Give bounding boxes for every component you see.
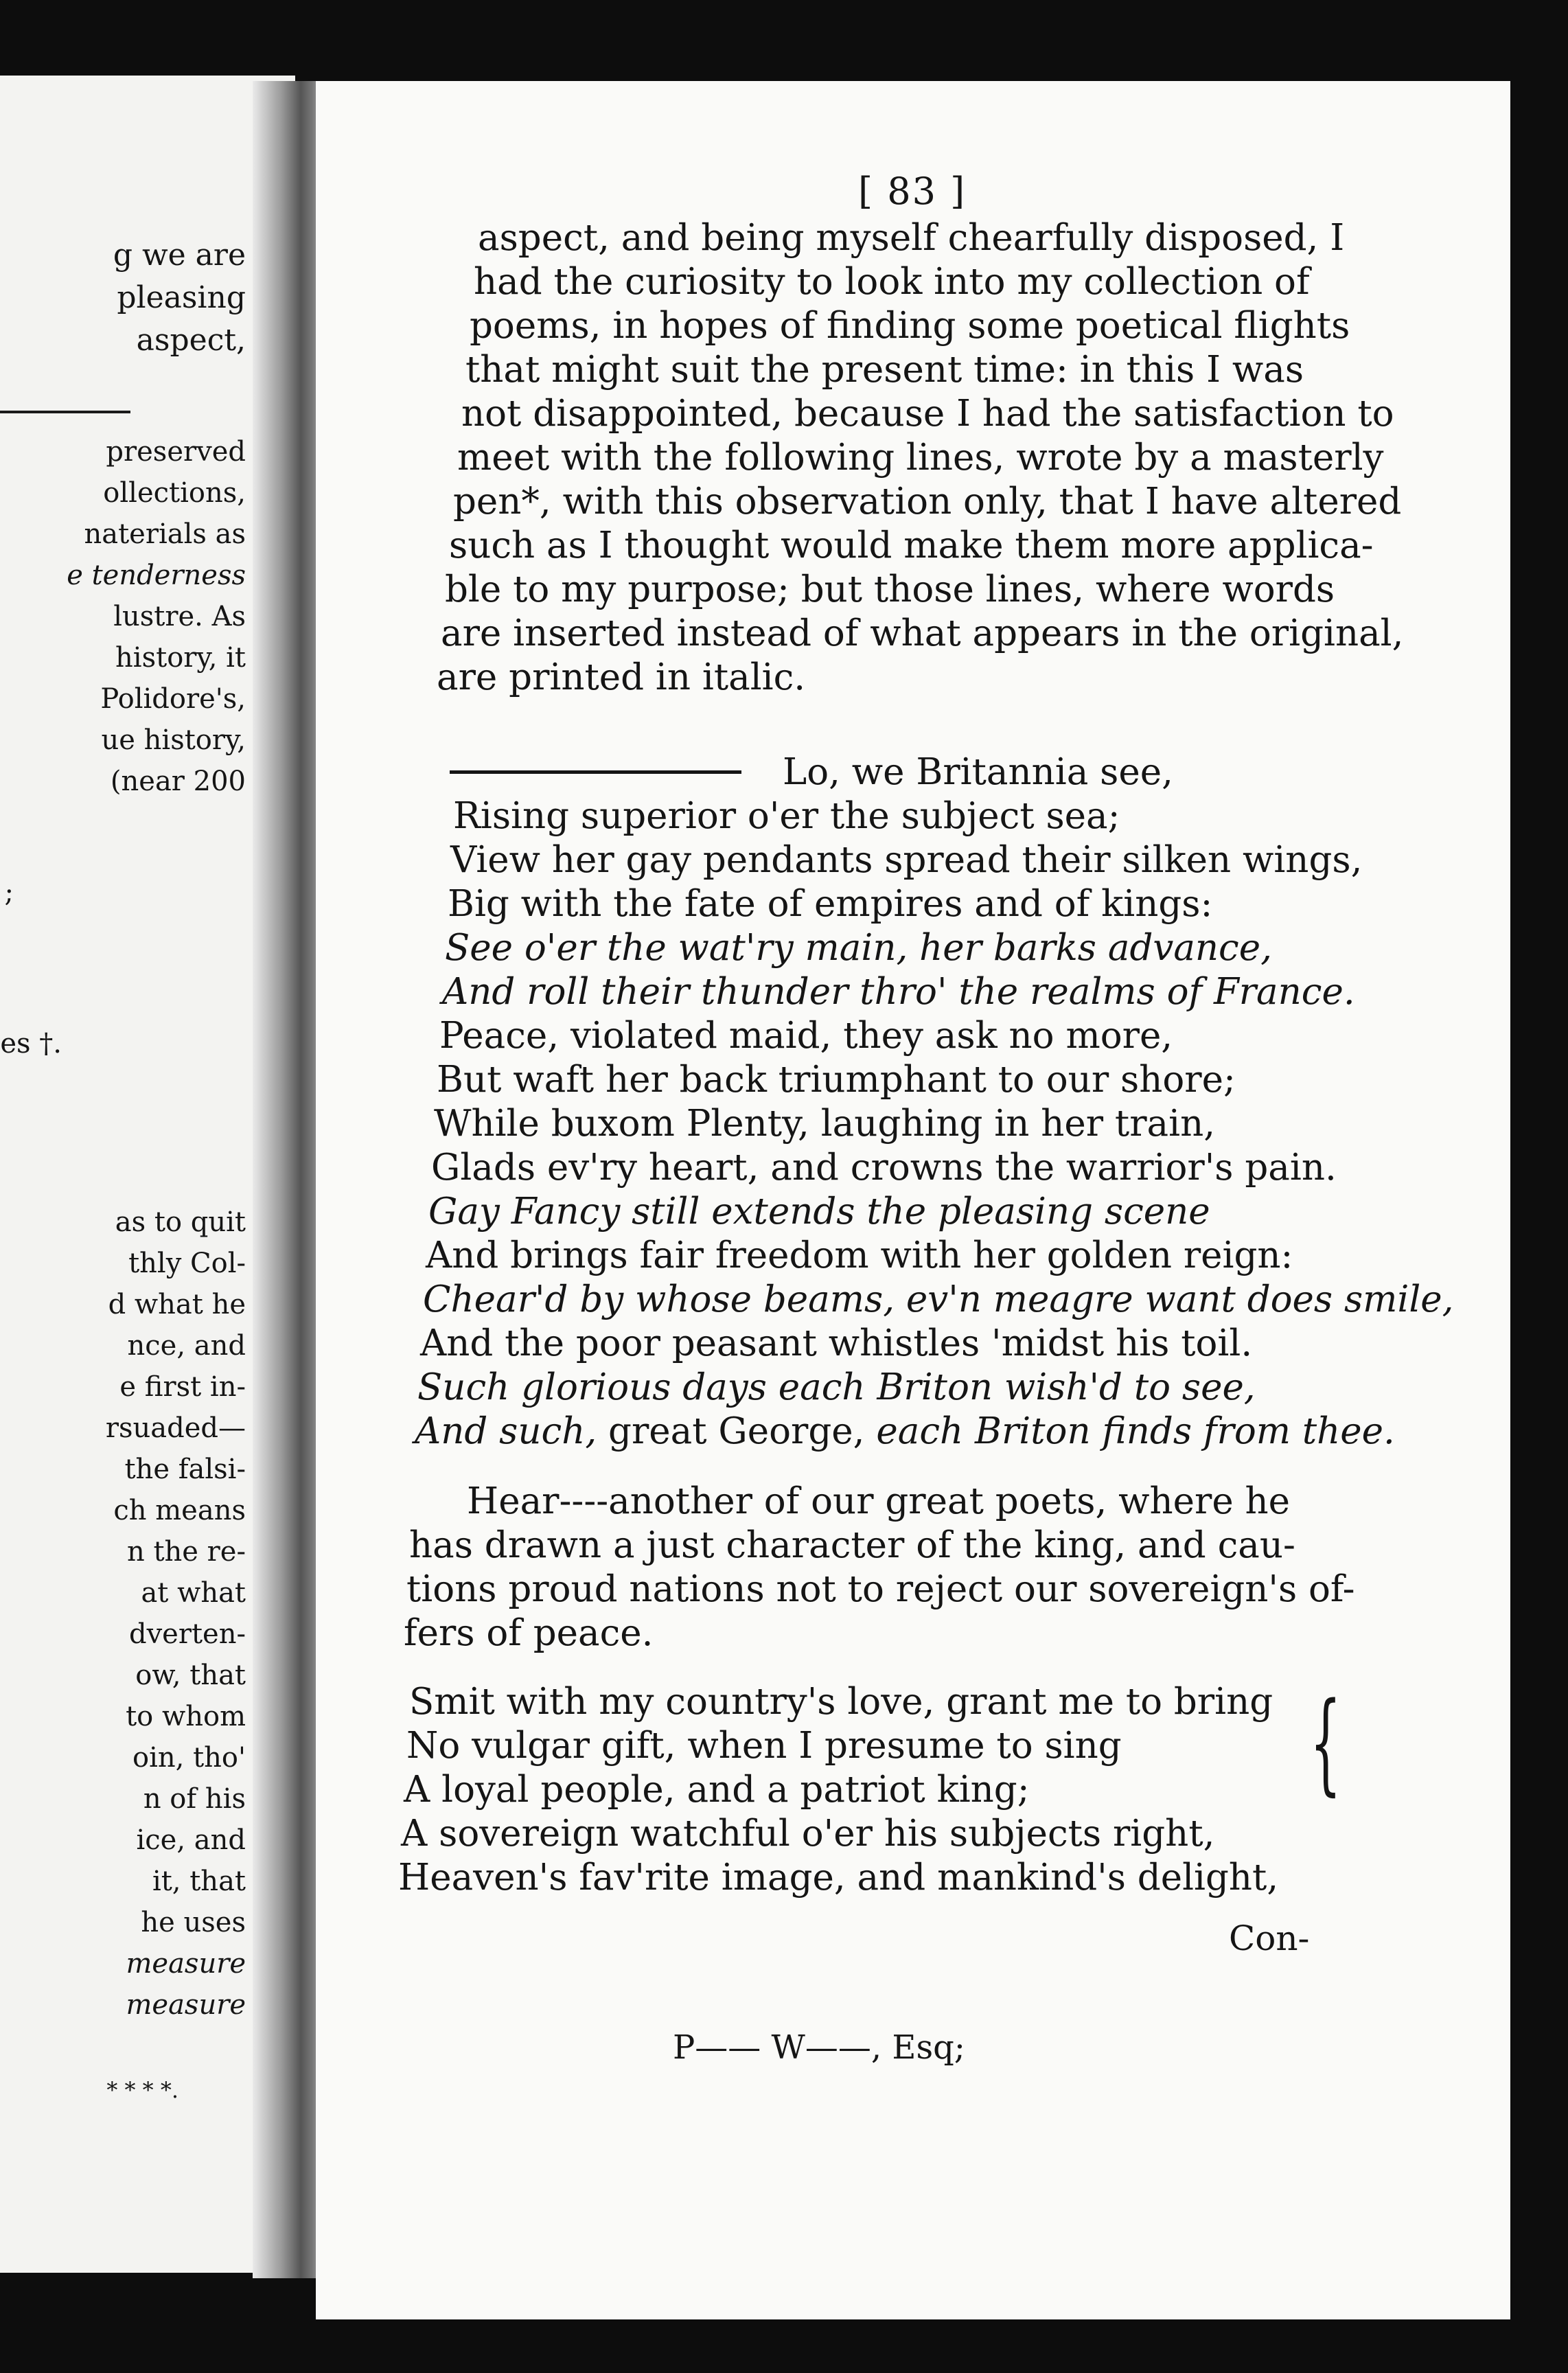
left-page-line: measure	[126, 1989, 246, 2021]
left-page-line: he uses	[141, 1907, 246, 1938]
prose-line: meet with the following lines, wrote by a masterly	[457, 437, 1384, 479]
left-page-line: rsuaded—	[105, 1412, 246, 1444]
left-page-line: ue history,	[101, 724, 246, 756]
verse-line: No vulgar gift, when I presume to sing	[406, 1725, 1122, 1767]
left-page-line: pleasing	[117, 280, 246, 315]
verse-line: A sovereign watchful o'er his subjects right,	[401, 1813, 1215, 1855]
left-page-line: aspect,	[136, 323, 246, 358]
left-page-line: at what	[141, 1577, 246, 1609]
verse-line-mixed	[415, 1410, 1395, 1452]
verse-line: View her gay pendants spread their silken wings,	[450, 839, 1363, 881]
left-page-line: * * * *.	[106, 2077, 178, 2103]
prose-line: that might suit the present time: in this I was	[465, 349, 1304, 391]
prose-line: poems, in hopes of finding some poetical flights	[470, 305, 1350, 347]
verse-line: But waft her back triumphant to our shore;	[437, 1059, 1236, 1101]
left-page-line: ;	[4, 877, 14, 908]
catchword: Con-	[1229, 1918, 1310, 1958]
left-page-line: ch means	[113, 1495, 246, 1526]
verse-line: Big with the fate of empires and of kings:	[448, 883, 1213, 925]
left-page-line: dverten-	[128, 1618, 246, 1650]
prose-line: tions proud nations not to reject our sovereign's of-	[406, 1568, 1355, 1610]
verse-line: Lo, we Britannia see,	[783, 751, 1173, 793]
left-page-line: preserved	[106, 436, 246, 468]
verse-line: Rising superior o'er the subject sea;	[453, 795, 1120, 837]
left-page-line: e first in-	[119, 1371, 246, 1403]
left-page	[0, 76, 295, 2273]
left-page-line: ice, and	[136, 1824, 246, 1856]
verse-lead-rule	[450, 770, 741, 774]
verse-fragment: each Briton finds from thee.	[876, 1410, 1395, 1452]
verse-line: And brings fair freedom with her golden reign:	[426, 1235, 1293, 1276]
footnote: P—— W——, Esq;	[673, 2028, 965, 2067]
verse-line: Smit with my country's love, grant me to bring	[409, 1681, 1273, 1723]
left-page-line: lustre. As	[113, 601, 246, 632]
left-page-line: Polidore's,	[100, 683, 246, 715]
prose-line: pen*, with this observation only, that I have altered	[453, 481, 1402, 523]
verse-fragment: great George,	[608, 1410, 865, 1452]
prose-line: had the curiosity to look into my collection of	[474, 261, 1310, 303]
verse-line: And roll their thunder thro' the realms of France.	[442, 971, 1355, 1013]
prose-line: ble to my purpose; but those lines, where words	[445, 569, 1335, 610]
verse-line: And the poor peasant whistles 'midst his toil.	[420, 1322, 1253, 1364]
left-page-line: ollections,	[103, 477, 246, 509]
prose-line: aspect, and being myself chearfully disposed, I	[478, 217, 1345, 259]
verse-line: Gay Fancy still extends the pleasing scene	[428, 1191, 1210, 1233]
left-page-line: to whom	[126, 1701, 246, 1732]
left-page-line: g we are	[113, 238, 246, 273]
verse-line: While buxom Plenty, laughing in her train,	[434, 1103, 1216, 1145]
verse-line: Such glorious days each Briton wish'd to see,	[417, 1366, 1256, 1408]
verse-line: Glads ev'ry heart, and crowns the warrior's pain.	[431, 1147, 1337, 1189]
page-number: [ 83 ]	[858, 170, 967, 213]
left-page-line: as to quit	[115, 1206, 246, 1238]
triplet-brace: {	[1310, 1678, 1341, 1807]
prose-line: Hear----another of our great poets, where he	[467, 1480, 1291, 1522]
left-page-line: e tenderness	[67, 560, 246, 591]
left-page-line: thly Col-	[128, 1248, 246, 1279]
prose-line: has drawn a just character of the king, and cau-	[409, 1524, 1295, 1566]
left-page-line: (near 200	[110, 766, 246, 797]
verse-line: See o'er the wat'ry main, her barks advance,	[445, 927, 1272, 969]
prose-line: fers of peace.	[404, 1612, 654, 1654]
left-page-line: it, that	[152, 1866, 246, 1897]
verse-line: A loyal people, and a patriot king;	[404, 1769, 1030, 1811]
left-page-rule	[0, 411, 130, 413]
verse-line: Chear'd by whose beams, ev'n meagre want does smile,	[423, 1279, 1454, 1320]
left-page-line: oin, tho'	[132, 1742, 246, 1774]
prose-line: are inserted instead of what appears in the original,	[441, 612, 1404, 654]
left-page-line: n of his	[143, 1783, 246, 1815]
left-page-line: nce, and	[127, 1330, 246, 1362]
left-page-line: ow, that	[135, 1660, 246, 1691]
prose-line: are printed in italic.	[437, 656, 806, 698]
right-page	[316, 81, 1510, 2319]
verse-fragment: And such,	[415, 1410, 597, 1452]
left-page-line: the falsi-	[124, 1454, 246, 1485]
left-page-line: history, it	[115, 642, 246, 674]
left-page-line: measure	[126, 1948, 246, 1980]
verse-line: Heaven's fav'rite image, and mankind's delight,	[398, 1857, 1279, 1899]
prose-line: such as I thought would make them more applica-	[449, 525, 1374, 566]
left-page-line: naterials as	[84, 518, 246, 550]
verse-line: Peace, violated maid, they ask no more,	[439, 1015, 1173, 1057]
left-page-line: n the re-	[126, 1536, 246, 1568]
left-page-line: es †.	[0, 1028, 62, 1059]
prose-line: not disappointed, because I had the satisfaction to	[461, 393, 1394, 435]
left-page-line: d what he	[108, 1289, 246, 1320]
